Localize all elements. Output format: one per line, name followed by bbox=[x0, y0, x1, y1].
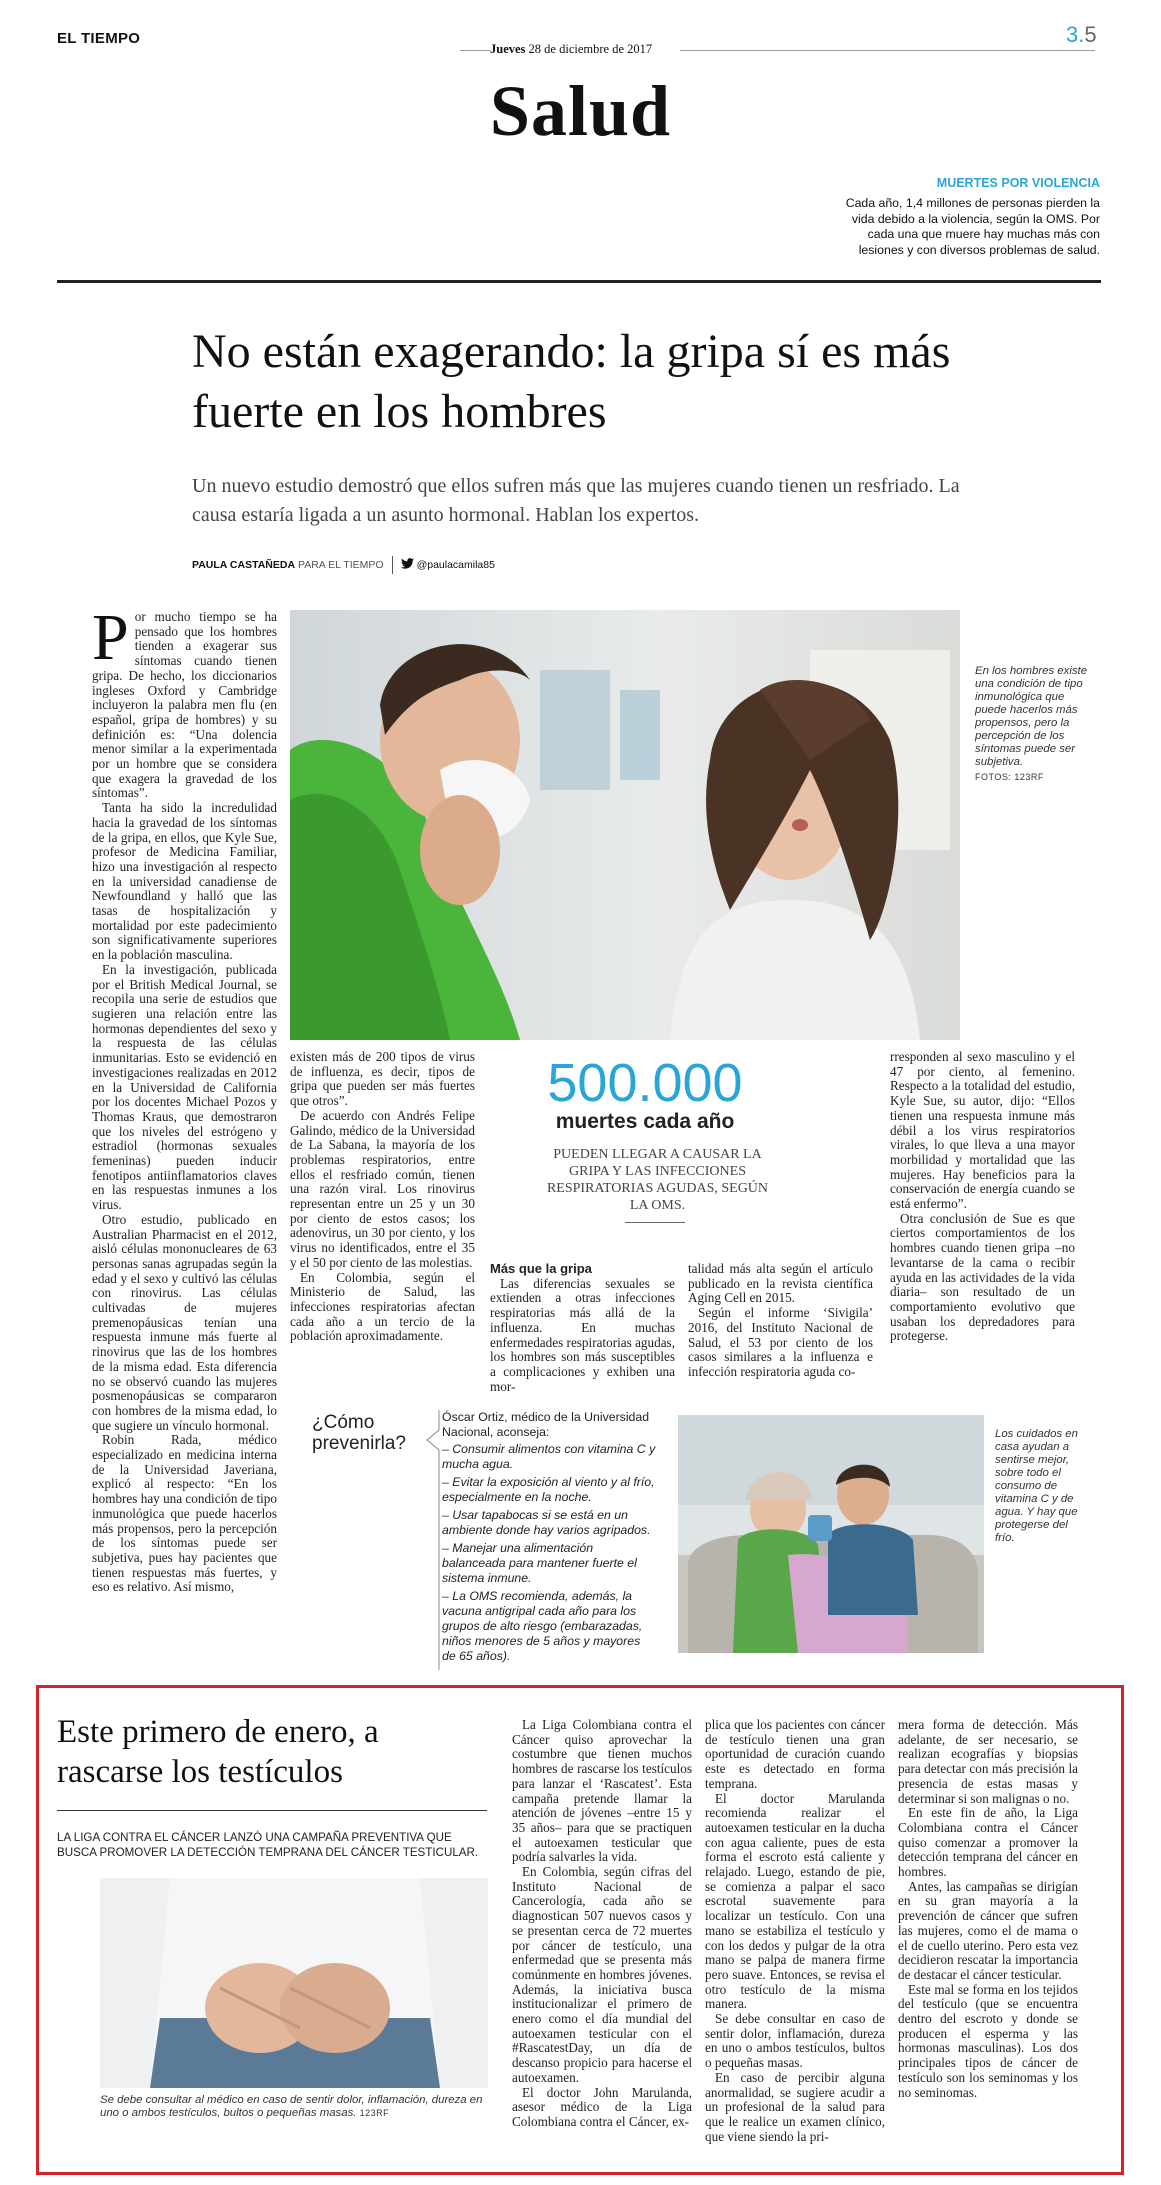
paragraph: Otro estudio, publicado en Australian Pharmacist en el 2012, aisló células mononucleares de 63 personas sanas agrupadas según la edad y el sexo y cultivó las células con rinovirus. Las células cultivadas de mujeres premenopáusicas tenían una respuesta inmune más fuerte al rinovirus que las de los hombres de la misma edad. Esta diferencia no se observó cuando las mujeres posmenopáusicas se compararon con hombres de la misma edad, lo que sugiere un vínculo hormonal. bbox=[92, 1211, 277, 1433]
stat-number: 500.000 bbox=[547, 1053, 743, 1113]
box-column-1 bbox=[512, 1718, 692, 2130]
box-photo-credit: 123RF bbox=[359, 2108, 390, 2118]
byline-name: PAULA CASTAÑEDA bbox=[192, 559, 296, 571]
prevent-bracket bbox=[425, 1410, 441, 1670]
prevent-item: – La OMS recomienda, además, la vacuna antigripal cada año para los grupos de alto riesgo (embarazadas, niños menores de 5 años y mayores de 65 años). bbox=[442, 1589, 643, 1663]
stat-text: PUEDEN LLEGAR A CAUSAR LA GRIPA Y LAS INFECCIONES RESPIRATORIAS AGUDAS, SEGÚN LA OMS. bbox=[546, 1147, 769, 1213]
byline-divider bbox=[392, 556, 393, 574]
page-number-prefix: 3. bbox=[1066, 22, 1085, 47]
section-title: Salud bbox=[489, 71, 672, 151]
paragraph: plica que los pacientes con cáncer de testículo tienen una gran oportunidad de curación cuando este es detectado en forma temprana. bbox=[705, 1717, 885, 1791]
prevent-item: – Evitar la exposición al viento y al frío, especialmente en la noche. bbox=[442, 1475, 655, 1504]
paragraph: mera forma de detección. Más adelante, de ser necesario, se realizan ecografías y biopsias para detectar con más precisión la presencia de estas masas y determinar si son malignas o no. bbox=[898, 1717, 1078, 1806]
prevent-item: – Usar tapabocas si se está en un ambiente donde hay varios agripados. bbox=[442, 1508, 651, 1537]
box-headline-rule bbox=[57, 1810, 487, 1811]
main-photo-caption-text: En los hombres existe una condición de tipo inmunológica que puede hacerlos más propensos, pero la percepción de los síntomas puede ser subjetiva. bbox=[975, 665, 1088, 768]
paragraph: Se debe consultar en caso de sentir dolor, inflamación, dureza en uno o ambos testículos, bultos o pequeñas masas. bbox=[705, 2011, 885, 2071]
paragraph: En Colombia, según cifras del Instituto Nacional de Cancerología, cada año se diagnostican 507 nuevos casos y se presentan cerca de 72 muertes por cáncer de testículo, una enfermedad que se presenta más comúnmente en hombres jóvenes. Además, la iniciativa busca institucionalizar el primero de enero como el día mundial del autoexamen testicular con el #RascatestDay, un día de descanso propicio para hacerse el autoexamen. bbox=[512, 1864, 692, 2085]
article-headline: No están exagerando: la gripa sí es más fuerte en los hombres bbox=[192, 325, 951, 438]
box-column-3 bbox=[898, 1718, 1078, 2100]
box-photo-caption bbox=[100, 2094, 500, 2120]
article-column-5 bbox=[890, 1050, 1075, 1344]
stat-label: muertes cada año bbox=[555, 1110, 735, 1133]
flu-couple-photo bbox=[290, 610, 960, 1040]
paragraph: En caso de percibir alguna anormalidad, se sugiere acudir a un profesional de la salud para que le realice un examen clínico, que viene siendo la pri- bbox=[705, 2069, 885, 2144]
paragraph: Según el informe ‘Sivigila’ 2016, del Instituto Nacional de Salud, el 53 por ciento de los casos similares a la influenza e infección respiratoria aguda co- bbox=[688, 1305, 873, 1379]
subheading: Más que la gripa bbox=[490, 1261, 592, 1276]
paragraph: De acuerdo con Andrés Felipe Galindo, médico de la Universidad de La Sabana, la mayoría de los problemas respiratorios, entre ellos el resfriado común, tienen una razón viral. Los rinovirus representan entre un 25 y un 30 por ciento de estos casos; los adenovirus, un 30 por ciento, y los virus no identificados, entre el 35 y el 50 por ciento de las molestias. bbox=[290, 1107, 475, 1270]
home-care-caption: Los cuidados en casa ayudan a sentirse mejor, sobre todo el consumo de vitamina C y de agua. Y hay que protegerse del frío. bbox=[995, 1428, 1078, 1544]
box-photo-caption-text: Se debe consultar al médico en caso de sentir dolor, inflamación, dureza en uno o ambos testículos, bultos o pequeñas masas. bbox=[100, 2094, 483, 2119]
drop-cap: P bbox=[92, 601, 129, 674]
box-column-2 bbox=[705, 1718, 885, 2144]
paragraph: Otra conclusión de Sue es que ciertos comportamientos de los hombres cuando tienen gripa –no levantarse de la cama o recibir ayuda en las actividades de la vida diaria– son resultado de un comportamiento evolutivo que usaban los depredadores para protegerse. bbox=[890, 1210, 1075, 1344]
paragraph: La Liga Colombiana contra el Cáncer quiso aprovechar la costumbre que tienen muchos hombres de rascarse los testículos para lanzar el ‘Rascatest’. Esta campaña pretende llamar la atención de jóvenes –entre 15 y 35 años– para que se practiquen el autoexamen testicular que podría salvarles la vida. bbox=[512, 1717, 692, 1865]
paragraph: En Colombia, según el Ministerio de Salud, las infecciones respiratorias afectan cada año a un tercio de la población aproximadamente. bbox=[290, 1269, 475, 1344]
masthead-divider bbox=[57, 280, 1101, 283]
paragraph: existen más de 200 tipos de virus de influenza, es decir, tipos de gripa que pueden ser más fuertes que otros”. bbox=[290, 1049, 475, 1109]
bracket-shape bbox=[425, 1410, 441, 1670]
brand-logo: EL TIEMPO bbox=[57, 30, 141, 47]
box-deck: LA LIGA CONTRA EL CÁNCER LANZÓ UNA CAMPAÑA PREVENTIVA QUE BUSCA PROMOVER LA DETECCIÓN TEMPRANA DEL CÁNCER TESTICULAR. bbox=[57, 1831, 479, 1859]
article-column-4 bbox=[688, 1262, 873, 1380]
article-deck: Un nuevo estudio demostró que ellos sufren más que las mujeres cuando tienen un resfriado. La causa estaría ligada a un asunto hormonal. Hablan los expertos. bbox=[192, 475, 960, 526]
box-headline: Este primero de enero, a rascarse los testículos bbox=[57, 1714, 379, 1790]
paragraph: El doctor Marulanda recomienda realizar el autoexamen testicular en la ducha con agua caliente, pues de esta forma el escroto está caliente y relajado. Luego, estando de pie, se comienza a palpar el saco escrotal suavemente para localizar un testículo. Con una mano se estabiliza el testículo y con los dedos y pulgar de la otra mano se palpa de manera firme pero suave. Entonces, se revisa el otro testículo de la misma manera. bbox=[705, 1790, 885, 2012]
paragraph: En este fin de año, la Liga Colombiana contra el Cáncer quiso comenzar a promover la detección temprana del cáncer en hombres. bbox=[898, 1805, 1078, 1880]
date-rest: 28 de diciembre de 2017 bbox=[528, 42, 653, 56]
paragraph: El doctor John Marulanda, asesor médico de la Liga Colombiana contra el Cáncer, ex- bbox=[512, 2084, 692, 2129]
article-column-1 bbox=[92, 601, 277, 1595]
prevent-item: – Manejar una alimentación balanceada para mantener fuerte el sistema inmune. bbox=[442, 1541, 637, 1585]
testicle-exam-illustration bbox=[100, 1878, 488, 2088]
header-rule-left bbox=[460, 50, 490, 51]
page-number-suffix: 5 bbox=[1084, 22, 1097, 47]
byline bbox=[192, 556, 495, 574]
violence-note-text: Cada año, 1,4 millones de personas pierden la vida debido a la violencia, según la OMS. Por cada una que muere hay muchas más con lesiones y con diversos problemas de salud. bbox=[845, 196, 1100, 257]
main-photo-caption bbox=[975, 665, 1095, 784]
prevent-list bbox=[442, 1410, 657, 1664]
paragraph: Tanta ha sido la incredulidad hacia la gravedad de los síntomas de la gripa, en ellos, que Kyle Sue, profesor de Medicina Familiar, hizo una investigación al respecto en la universidad canadiense de Newfoundland y halló que las tasas de hospitalización y mortalidad por este padecimiento son significativamente superiores en la población masculina. bbox=[92, 800, 277, 963]
paragraph: rresponden al sexo masculino y el 47 por ciento, al femenino. Respecto a la totalidad del estudio, Kyle Sue, su autor, dijo: “Ellos tienen una respuesta inmune más débil a los virus respiratorios virales, lo que lleva a una mayor morbilidad y mortalidad que las mujeres. Hay beneficios para la conservación de energía cuando se está enfermo”. bbox=[890, 1049, 1075, 1212]
edition-date bbox=[490, 42, 652, 57]
prevent-item: – Consumir alimentos con vitamina C y mucha agua. bbox=[442, 1442, 656, 1471]
page-number bbox=[1066, 22, 1097, 48]
paragraph: Antes, las campañas se dirigían en su gran mayoría a la prevención de cáncer que sufren las mujeres, como el de mama o el de cuello uterino. Pero esta vez decidieron rescatar la importancia de destacar el cáncer testicular. bbox=[898, 1878, 1078, 1982]
paragraph: Robin Rada, médico especializado en medicina interna de la Universidad Javeriana, explicó al respecto: “En los hombres hay una condición de tipo inmunológica que puede hacerlos más propensos, pero la percepción de los síntomas puede ser subjetiva, pues hay pacientes que tienen respuestas más fuertes, y eso es relativo. Así mismo, bbox=[92, 1432, 277, 1595]
prevent-intro: Óscar Ortiz, médico de la Universidad Nacional, aconseja: bbox=[442, 1410, 650, 1439]
home-care-photo bbox=[678, 1415, 984, 1653]
paragraph: or mucho tiempo se ha pensado que los hombres tienden a exagerar sus síntomas cuando tienen gripa. De hecho, los diccionarios ingleses Oxford y Cambridge incluyeron la palabra men flu (en español, gripa de hombres) y su definición es: “Una dolencia menor similar a la experimentada por un hombre que se considera que exagera la gravedad de los síntomas”. bbox=[92, 609, 277, 801]
flu-couple-illustration bbox=[290, 610, 960, 1040]
prevent-title: ¿Cómo prevenirla? bbox=[312, 1412, 406, 1454]
article-column-3 bbox=[490, 1262, 675, 1394]
article-column-2 bbox=[290, 1050, 475, 1344]
paragraph: Las diferencias sexuales se extienden a otras infecciones respiratorias más allá de la influenza. En muchas enfermedades respiratorias agudas, los hombres son más susceptibles a complicaciones y exhiben una mor- bbox=[490, 1275, 675, 1394]
byline-role: PARA EL TIEMPO bbox=[297, 559, 384, 571]
paragraph: En la investigación, publicada por el British Medical Journal, se recopila una serie de estudios que sugieren una relación entre las hormonas dependientes del sexo y la respuesta de las células inmunitarias. Esto se evidenció en investigaciones realizadas en 2012 en la Universidad de California por los docentes Michael Pozos y Thomas Kraus, que demostraron que los niveles del estrógeno y estradiol (hormonas sexuales femeninas) pueden inducir fenotipos antiinflamatorios claves en las respuestas inmunes a los virus. bbox=[92, 961, 277, 1213]
paragraph: Este mal se forma en los tejidos del testículo (que se encuentra dentro del escroto y donde se producen el esperma y las hormonas masculinas). Los dos principales tipos de cáncer de testículo son los seminomas y los no seminomas. bbox=[898, 1981, 1078, 2100]
header-rule-right bbox=[680, 50, 1095, 51]
twitter-icon bbox=[401, 558, 414, 572]
date-day: Jueves bbox=[490, 42, 526, 56]
byline-handle[interactable]: @paulacamila85 bbox=[416, 559, 495, 571]
home-care-illustration bbox=[678, 1415, 984, 1653]
main-photo-credit: FOTOS: 123RF bbox=[975, 772, 1044, 782]
violence-note-label: MUERTES POR VIOLENCIA bbox=[936, 176, 1100, 190]
paragraph: talidad más alta según el artículo publicado en la revista científica Aging Cell en 2015. bbox=[688, 1261, 873, 1306]
testicle-exam-photo bbox=[100, 1878, 488, 2088]
stat-divider bbox=[625, 1222, 685, 1223]
